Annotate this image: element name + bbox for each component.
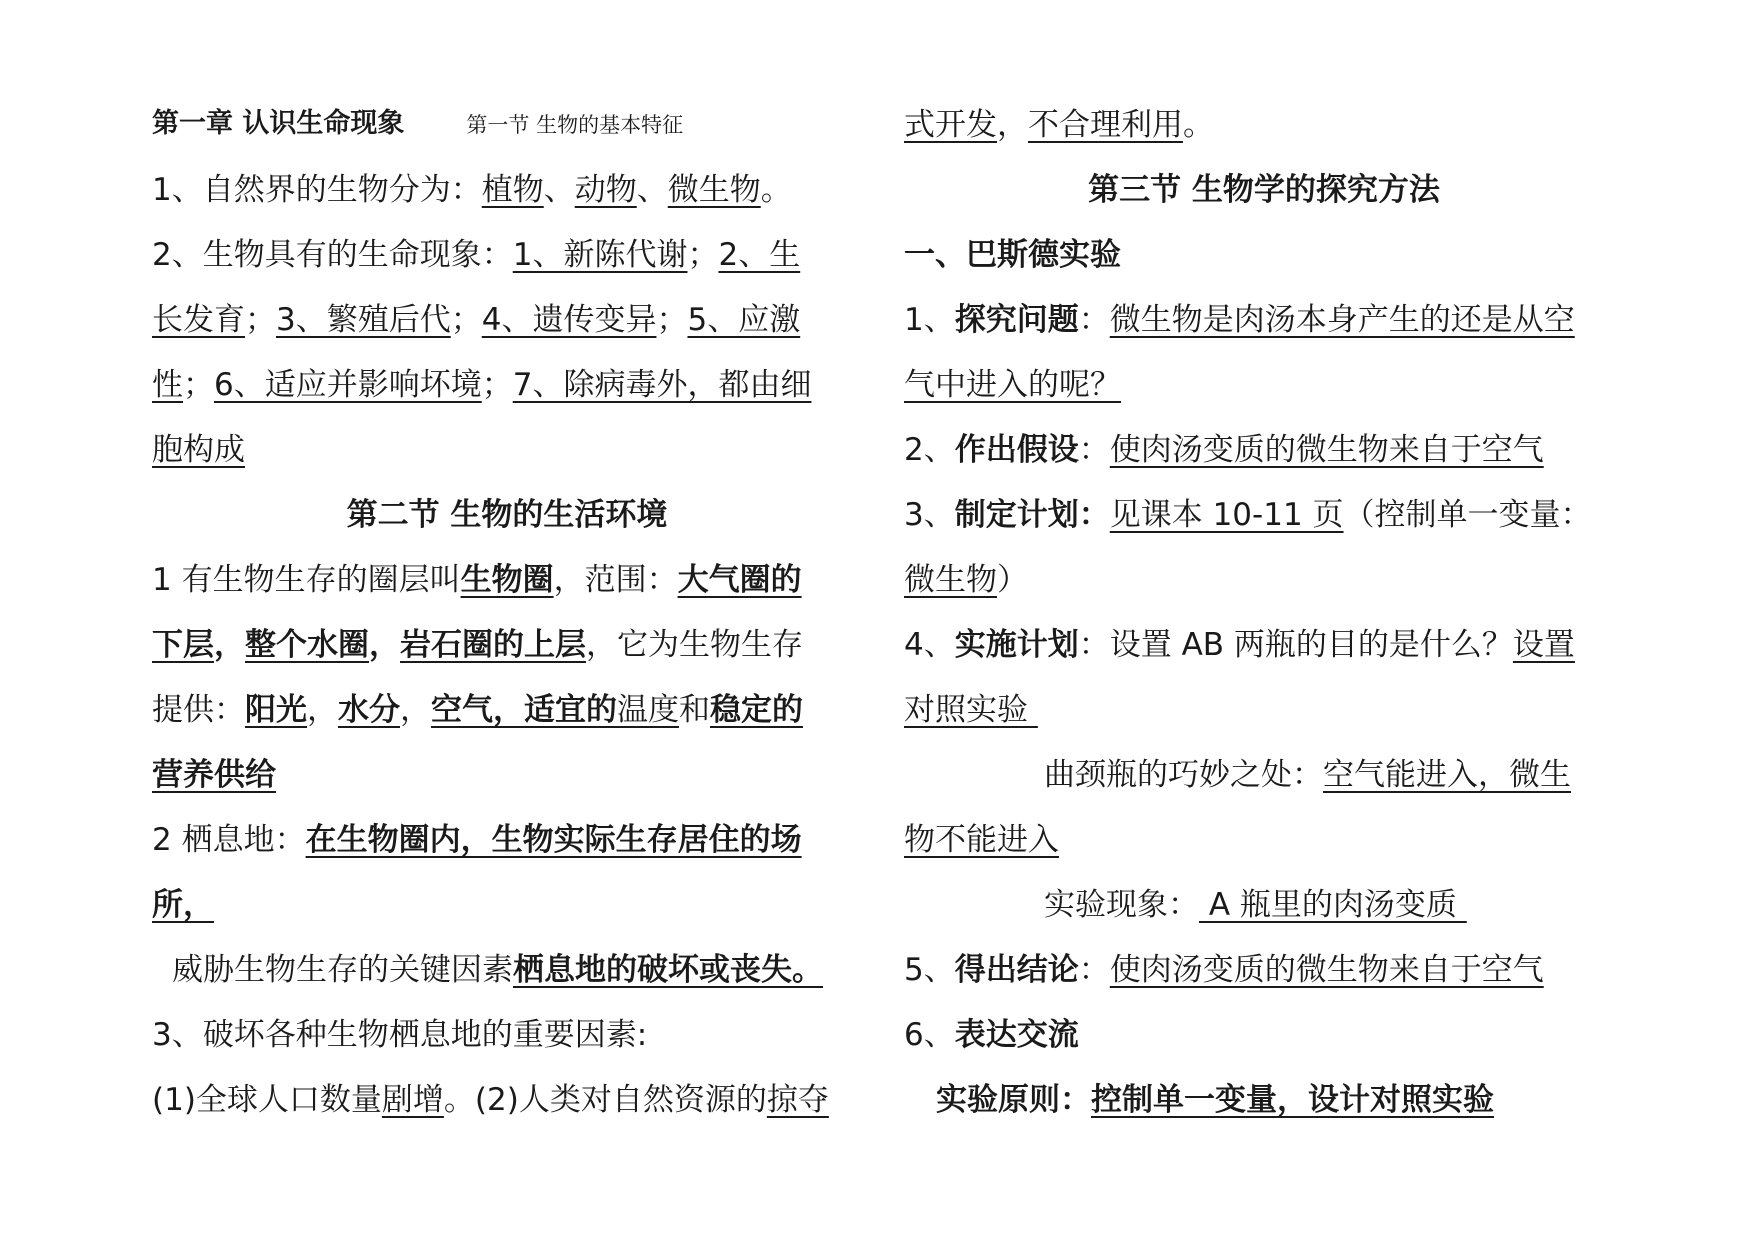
text-segment: 植物 — [481, 172, 544, 208]
text-segment: 2、生 — [718, 237, 801, 273]
text-segment: 长发育 — [152, 302, 245, 338]
text-segment: ； — [687, 237, 719, 273]
text-segment: 和 — [679, 692, 710, 728]
text-segment: ； — [245, 302, 276, 338]
text-line — [152, 1013, 647, 1057]
text-line — [904, 558, 1028, 602]
text-segment: 4、遗传变异 — [481, 302, 657, 338]
text-segment: ， — [214, 627, 245, 663]
text-segment: 7、除病毒外，都由细 — [512, 367, 812, 403]
text-segment: 气中进入的呢？ — [904, 367, 1121, 403]
text-segment: 微生物 — [904, 562, 997, 598]
text-segment: 曲颈瓶的巧妙之处： — [1044, 757, 1323, 793]
text-segment: 1 有生物生存的圈层叫 — [152, 562, 461, 598]
text-segment: 3、 — [904, 497, 955, 533]
text-line — [1044, 753, 1571, 797]
text-segment: ：设置 AB 两瓶的目的是什么？ — [1078, 627, 1513, 663]
text-segment: 下层 — [152, 627, 214, 663]
text-segment: 得出结论 — [954, 952, 1079, 988]
text-segment: 、 — [636, 172, 668, 208]
text-line — [152, 428, 245, 472]
text-line — [152, 363, 811, 407]
text-segment: 温度 — [617, 692, 679, 728]
text-line — [936, 1078, 1494, 1122]
text-segment: ， — [400, 692, 431, 728]
section2-title: 第二节 生物的生活环境 — [346, 497, 668, 533]
text-segment: （控制单一变量： — [1343, 497, 1592, 533]
text-line — [152, 818, 802, 862]
text-segment: ， — [307, 692, 338, 728]
text-segment: 2、 — [904, 432, 955, 468]
text-segment: 。 — [760, 172, 792, 208]
text-segment: 3、破坏各种生物栖息地的重要因素: — [152, 1017, 648, 1053]
text-line — [152, 298, 800, 342]
text-line — [904, 1013, 1079, 1057]
text-segment: 微生物是肉汤本身产生的还是从空 — [1109, 302, 1575, 338]
text-segment: ） — [997, 562, 1028, 598]
text-segment: 性 — [152, 367, 183, 403]
text-segment: 一、巴斯德实验 — [904, 237, 1121, 273]
text-segment: 水分 — [338, 692, 400, 728]
text-line — [904, 623, 1575, 667]
text-segment: 大气圈的 — [677, 562, 802, 598]
text-segment: 栖息地的破坏或丧失。 — [513, 952, 823, 988]
text-segment: ， — [997, 107, 1028, 143]
text-segment: 作出假设 — [954, 432, 1079, 468]
text-line — [904, 493, 1592, 537]
text-segment: 。(2)人类对自然资源的 — [443, 1082, 767, 1118]
text-segment: 1、新陈代谢 — [512, 237, 688, 273]
text-segment: 不合理利用 — [1028, 107, 1183, 143]
text-segment: 实验原则： — [936, 1082, 1091, 1118]
text-segment: 阳光 — [245, 692, 307, 728]
text-segment: 1、 — [904, 302, 955, 338]
text-segment: 控制单一变量，设计对照实验 — [1091, 1082, 1494, 1118]
text-segment: 2 栖息地： — [152, 822, 306, 858]
text-segment: ： — [1078, 432, 1110, 468]
text-segment: 6、 — [904, 1017, 955, 1053]
text-segment: 4、 — [904, 627, 955, 663]
text-segment: 在生物圈内，生物实际生存居住的场 — [305, 822, 802, 858]
text-line — [152, 753, 276, 797]
text-segment: 。 — [1183, 107, 1214, 143]
text-line — [152, 233, 800, 277]
text-segment: 使肉汤变质的微生物来自于空气 — [1109, 432, 1544, 468]
text-line — [904, 363, 1121, 407]
text-segment: 提供： — [152, 692, 245, 728]
text-line — [904, 103, 1214, 147]
text-line — [152, 623, 803, 667]
text-segment: 式开发 — [904, 107, 997, 143]
text-segment: 威胁生物生存的关键因素 — [172, 952, 513, 988]
text-segment: ，范围： — [553, 562, 678, 598]
section3-title: 第三节 生物学的探究方法 — [1088, 172, 1440, 208]
text-segment: ，它为生物生存 — [586, 627, 803, 663]
text-segment: 微生物 — [667, 172, 761, 208]
text-segment: 空气，适宜的 — [431, 692, 617, 728]
text-segment: (1)全球人口数量 — [152, 1082, 382, 1118]
text-segment: ： — [1078, 302, 1110, 338]
text-segment: ； — [450, 302, 482, 338]
text-segment: 剧增 — [381, 1082, 444, 1118]
text-segment: 设置 — [1512, 627, 1575, 663]
text-segment: 探究问题 — [954, 302, 1079, 338]
text-segment: ： — [1078, 952, 1110, 988]
text-segment: 动物 — [574, 172, 637, 208]
text-segment: 对照实验 — [904, 692, 1028, 728]
text-segment: 见课本 10-11 页 — [1109, 497, 1344, 533]
text-segment: 5、应激 — [687, 302, 801, 338]
text-segment: 岩石圈的上层 — [400, 627, 586, 663]
text-line — [904, 428, 1544, 472]
text-segment: 2、生物具有的生命现象： — [152, 237, 513, 273]
chapter-title: 第一章 认识生命现象 — [152, 108, 405, 139]
text-segment: ； — [656, 302, 688, 338]
text-segment: 空气能进入，微生 — [1323, 757, 1571, 793]
text-line — [172, 948, 823, 992]
text-segment: 所， — [152, 887, 214, 923]
text-segment: 实施计划 — [954, 627, 1079, 663]
text-segment: 实验现象： — [1044, 887, 1199, 923]
text-segment: 生物圈 — [460, 562, 554, 598]
text-segment: ； — [481, 367, 513, 403]
text-line — [152, 1078, 829, 1122]
text-line — [1044, 883, 1467, 927]
text-line — [904, 688, 1038, 732]
text-segment: 使肉汤变质的微生物来自于空气 — [1109, 952, 1544, 988]
text-segment: 3、繁殖后代 — [276, 302, 451, 338]
text-line — [152, 558, 802, 602]
text-segment: A 瓶里的肉汤变质 — [1199, 887, 1467, 923]
text-segment: 物不能进入 — [904, 822, 1059, 858]
text-line — [152, 168, 792, 212]
text-line — [904, 948, 1544, 992]
text-segment: 5、 — [904, 952, 955, 988]
section1-title: 第一节 生物的基本特征 — [466, 113, 684, 137]
text-segment: ， — [369, 627, 400, 663]
text-segment: 整个水圈 — [245, 627, 369, 663]
text-segment: 稳定的 — [710, 692, 803, 728]
text-segment: 表达交流 — [954, 1017, 1079, 1053]
chapter-header — [152, 100, 683, 147]
subsection-title — [904, 233, 1121, 277]
text-segment: 制定计划： — [954, 497, 1110, 533]
text-segment: 掠夺 — [766, 1082, 829, 1118]
text-segment: 营养供给 — [152, 757, 276, 793]
text-line — [152, 883, 214, 927]
text-segment: ； — [183, 367, 214, 403]
text-segment: 、 — [543, 172, 575, 208]
text-segment: 1、自然界的生物分为： — [152, 172, 482, 208]
text-line — [152, 688, 803, 732]
text-segment: 6、适应并影响坏境 — [214, 367, 482, 403]
text-segment: 胞构成 — [152, 432, 245, 468]
text-line — [904, 298, 1575, 342]
text-line — [904, 818, 1059, 862]
